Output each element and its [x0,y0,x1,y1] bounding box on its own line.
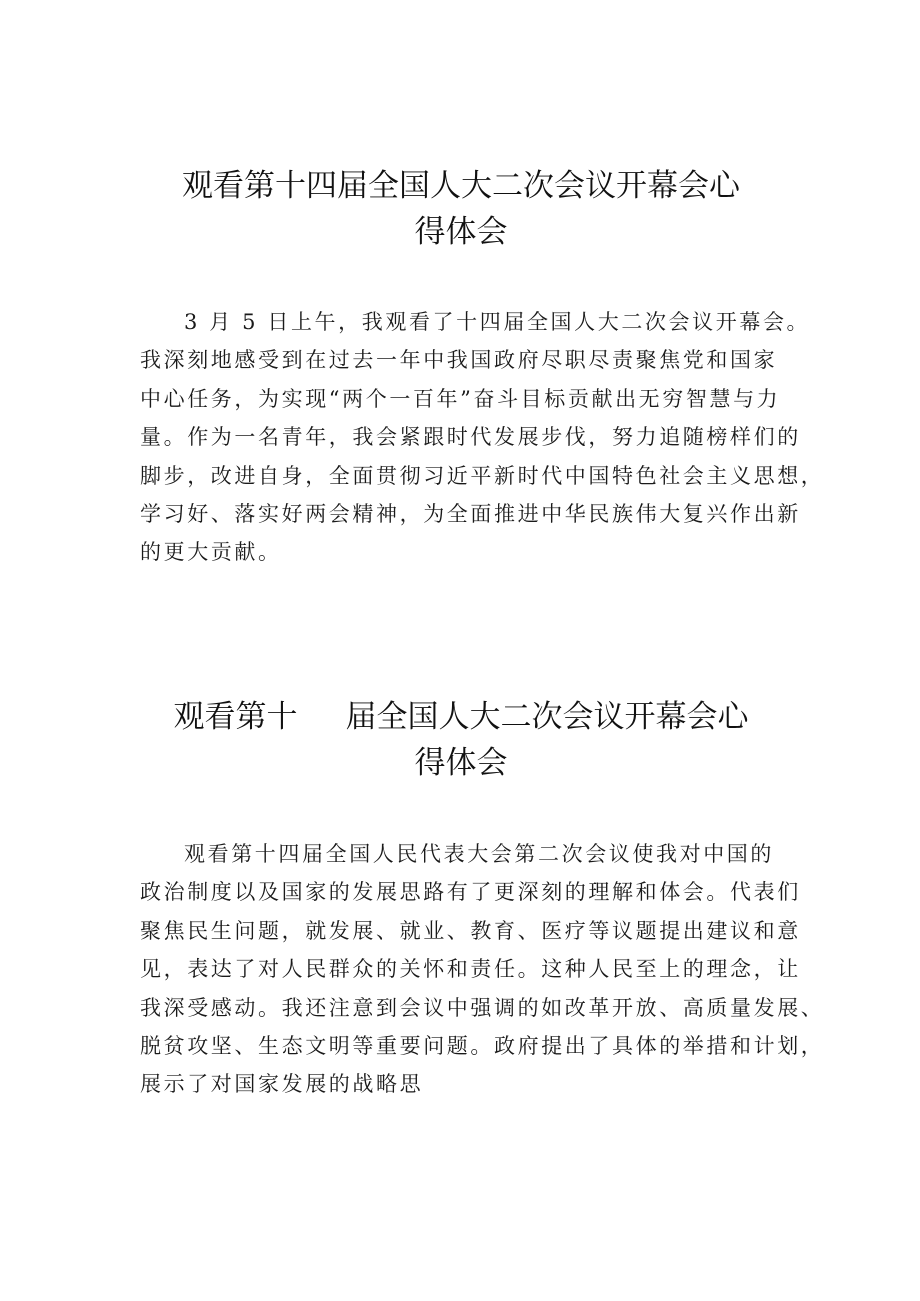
paragraph-line: 脚步，改进自身，全面贯彻习近平新时代中国特色社会主义思想， [140,463,825,488]
section-2-title-part: 届全国人大二次会议开幕会心 [345,699,749,735]
paragraph-line: 3 月 5 日上午，我观看了十四届全国人大二次会议开幕会。 [184,310,811,334]
section-1-title-line: 得体会 [414,214,508,250]
paragraph-line: 展示了对国家发展的战略思 [140,1072,424,1097]
paragraph-line: 政治制度以及国家的发展思路有了更深刻的理解和体会。代表们 [140,880,801,905]
section-1-title-line: 观看第十四届全国人大二次会议开幕会心 [182,168,740,204]
paragraph-line: 我深受感动。我还注意到会议中强调的如改革开放、高质量发展、 [140,995,825,1020]
paragraph-line: 中心任务，为实现“两个一百年”奋斗目标贡献出无穷智慧与力 [140,386,781,411]
paragraph-line: 聚焦民生问题，就发展、就业、教育、医疗等议题提出建议和意 [140,918,801,943]
section-2-title [140,694,782,786]
section-2-paragraph [140,835,825,1104]
section-1-paragraph [140,303,825,572]
paragraph-line: 脱贫攻坚、生态文明等重要问题。政府提出了具体的举措和计划， [140,1034,825,1059]
section-2-title-line: 得体会 [414,745,508,781]
paragraph-line: 观看第十四届全国人民代表大会第二次会议使我对中国的 [184,842,774,866]
section-1-title [140,163,782,255]
section-2-title-part: 观看第十 [173,699,298,735]
paragraph-line: 的更大贡献。 [140,540,282,565]
paragraph-line: 见，表达了对人民群众的关怀和责任。这种人民至上的理念，让 [140,957,801,982]
section-2-title-line [140,694,782,740]
paragraph-line: 学习好、落实好两会精神，为全面推进中华民族伟大复兴作出新 [140,502,801,527]
paragraph-line: 我深刻地感受到在过去一年中我国政府尽职尽责聚焦党和国家 [140,348,778,373]
paragraph-line: 量。作为一名青年，我会紧跟时代发展步伐，努力追随榜样们的 [140,425,801,450]
